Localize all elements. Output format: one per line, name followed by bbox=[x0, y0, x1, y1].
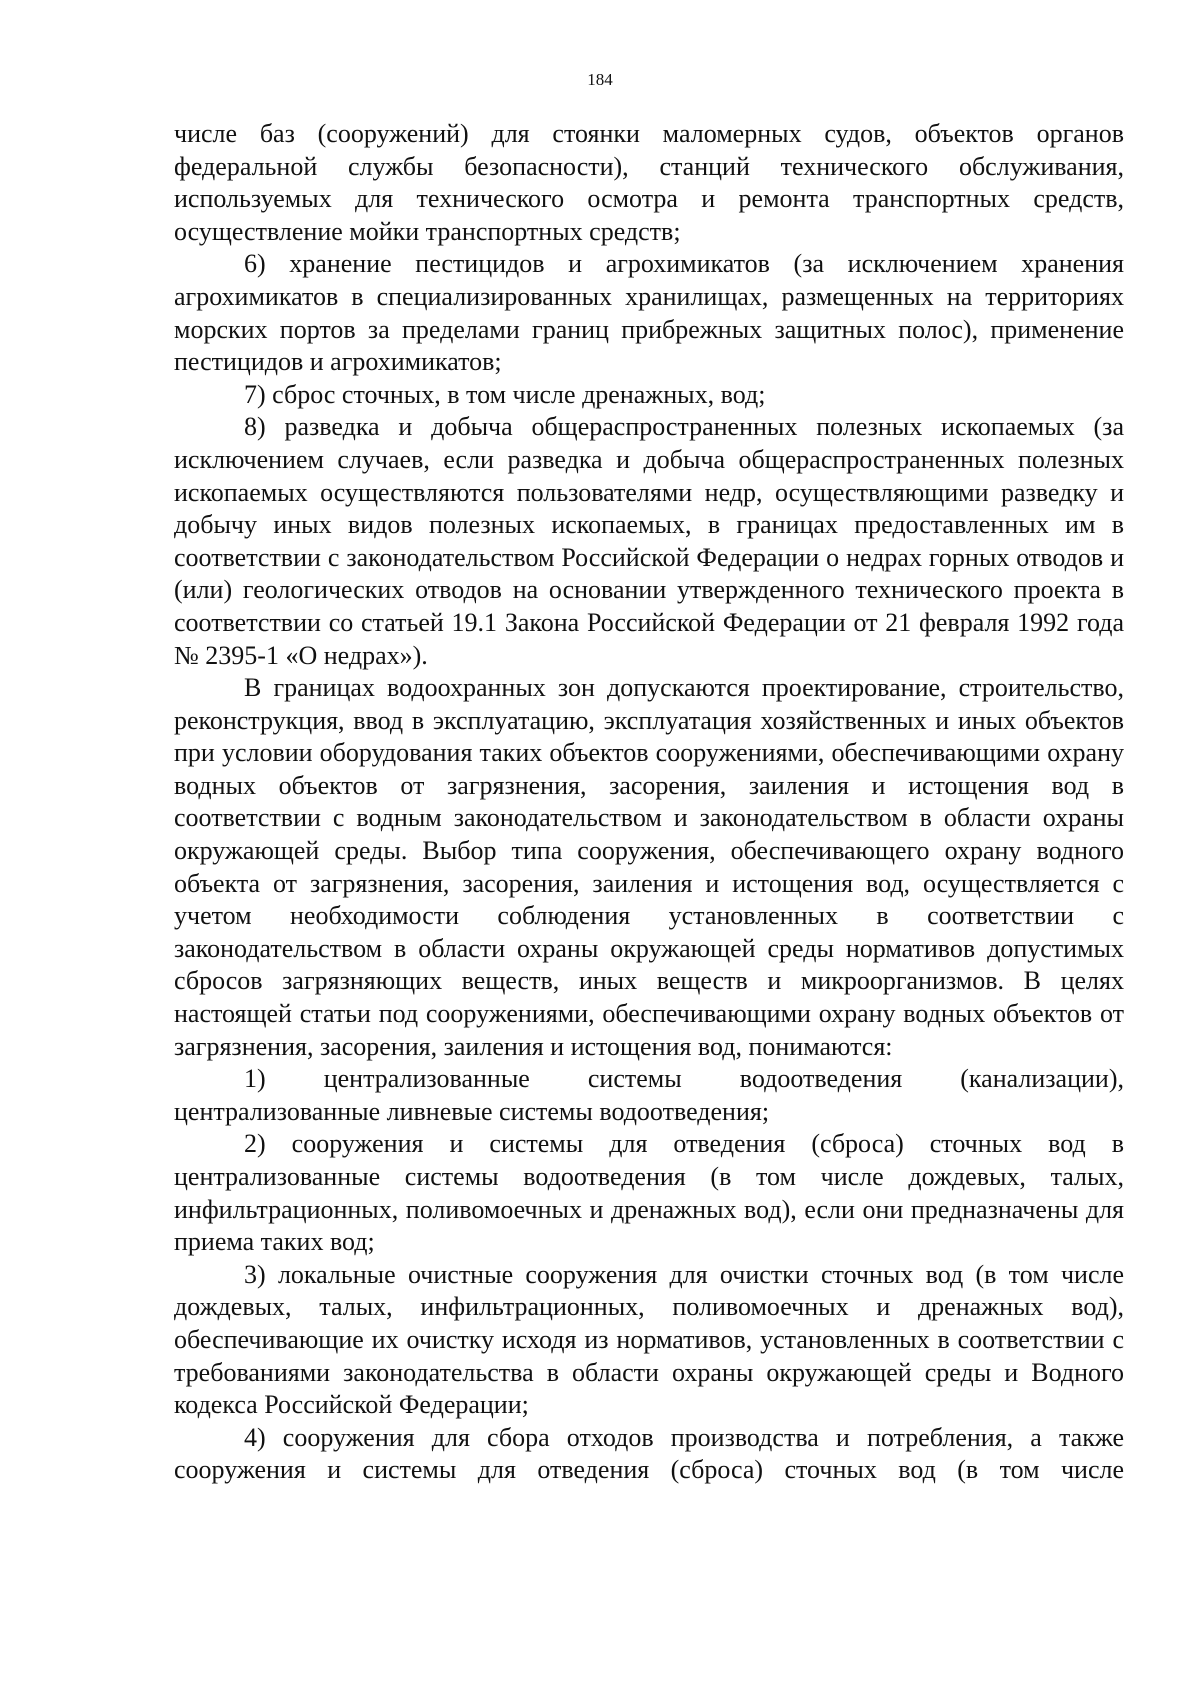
document-body bbox=[174, 118, 1124, 1487]
paragraph-continuation: числе баз (сооружений) для стоянки маломерных судов, объектов органов федеральной службы безопасности), станций технического обслуживания, используемых для технического осмотра и ремонта транспортных средств, осуществление мойки транспортных средств; bbox=[174, 119, 1124, 246]
paragraph-list-1: 1) централизованные системы водоотведения (канализации), централизованные ливневые системы водоотведения; bbox=[174, 1064, 1124, 1126]
paragraph-list-3: 3) локальные очистные сооружения для очистки сточных вод (в том числе дождевых, талых, инфильтрационных, поливомоечных и дренажных вод), обеспечивающие их очистку исходя из нормативов, установленных в соответствии с требованиями законодательства в области охраны окружающей среды и Водного кодекса Российской Федерации; bbox=[174, 1259, 1124, 1420]
paragraph-list-2: 2) сооружения и системы для отведения (сброса) сточных вод в централизованные системы водоотведения (в том числе дождевых, талых, инфильтрационных, поливомоечных и дренажных вод), если они предназначены для приема таких вод; bbox=[174, 1129, 1124, 1257]
paragraph-list-4: 4) сооружения для сбора отходов производства и потребления, а также сооружения и системы для отведения (сброса) сточных вод (в том числе bbox=[174, 1422, 1124, 1485]
paragraph-item-8: 8) разведка и добыча общераспространенных полезных ископаемых (за исключением случаев, если разведка и добыча общераспространенных полезных ископаемых осуществляются пользователями недр, осуществляющими разведку и добычу иных видов полезных ископаемых, в границах предоставленных им в соответствии с законодательством Российской Федерации о недрах горных отводов и (или) геологических отводов на основании утвержденного технического проекта в соответствии со статьей 19.1 Закона Российской Федерации от 21 февраля 1992 года № 2395-1 «О недрах»). bbox=[174, 412, 1124, 670]
paragraph-item-7: 7) сброс сточных, в том числе дренажных, вод; bbox=[244, 379, 766, 409]
paragraph-item-6: 6) хранение пестицидов и агрохимикатов (за исключением хранения агрохимикатов в специализированных хранилищах, размещенных на территориях морских портов за пределами границ прибрежных защитных полос), применение пестицидов и агрохимикатов; bbox=[174, 249, 1124, 377]
paragraph-boundaries: В границах водоохранных зон допускаются проектирование, строительство, реконструкция, ввод в эксплуатацию, эксплуатация хозяйственных и иных объектов при условии оборудования таких объектов сооружениями, обеспечивающими охрану водных объектов от загрязнения, засорения, заиления и истощения вод в соответствии с водным законодательством и законодательством в области охраны окружающей среды. Выбор типа сооружения, обеспечивающего охрану водного объекта от загрязнения, засорения, заиления и истощения вод, осуществляется с учетом необходимости соблюдения установленных в соответствии с законодательством в области охраны окружающей среды нормативов допустимых сбросов загрязняющих веществ, иных веществ и микроорганизмов. В целях настоящей статьи под сооружениями, обеспечивающими охрану водных объектов от загрязнения, засорения, заиления и истощения вод, понимаются: bbox=[174, 673, 1124, 1061]
page-number: 184 bbox=[587, 70, 613, 89]
